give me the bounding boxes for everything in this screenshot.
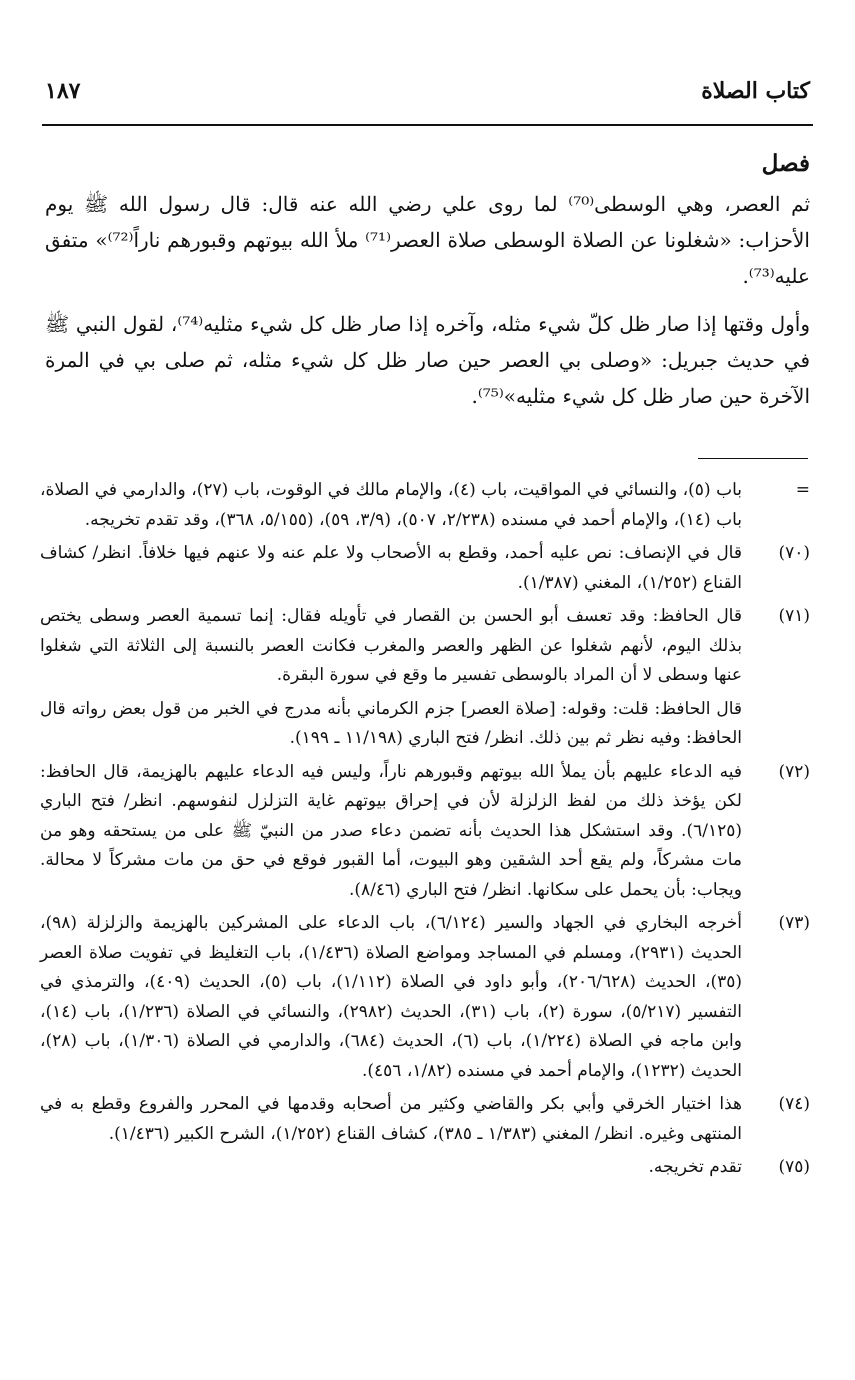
page-number: ١٨٧ [45,78,81,104]
footnote-71 [40,602,810,691]
footnote-text: قال في الإنصاف: نص عليه أحمد، وقطع به الأصحاب ولا علم عنه ولا عنهم فيها خلافاً. انظر/ كشاف القناع (١/٢٥٢)، المغني (١/٣٨٧). [40,543,742,593]
footnote-text: فيه الدعاء عليهم بأن يملأ الله بيوتهم وقبورهم ناراً، وليس فيه الدعاء عليهم بالهزيمة، قال الحافظ: لكن يؤخذ ذلك من لفظ الزلزلة لأن في إحراق بيوتهم غاية التزلزل لنفوسهم. انظر/ فتح الباري (٦/١٢٥). وقد استشكل هذا الحديث بأنه تضمن دعاء صدر من النبيّ ﷺ على من يستحقه وهو من مات مشركاً، ولم يقع أحد الشقين وهو البيوت، أما القبور فوقع في حق من مات مشركاً لا محالة. ويجاب: بأن يحمل على سكانها. انظر/ فتح الباري (٨/٤٦). [40,761,742,900]
header-divider [42,124,813,126]
footnote-text: قال الحافظ: وقد تعسف أبو الحسن بن القصار في تأويله فقال: إنما تسمية العصر وسطى يختص بذلك اليوم، لأنهم شغلوا عن الظهر والعصر والمغرب فكانت العصر بالنسبة إلى الثلاثة التي شغلوا عنها وسطى لا أن المراد بالوسطى تفسير ما وقع في سورة البقرة. [40,606,742,685]
footnote-71-continuation: قال الحافظ: قلت: وقوله: [صلاة العصر] جزم الكرماني بأنه مدرج في الخبر من قول بعض رواته قال الحافظ: وفيه نظر ثم بين ذلك. انظر/ فتح الباري (١١/١٩٨ ـ ١٩٩). [40,698,742,748]
footnote-72 [40,758,810,906]
footnote-text: أخرجه البخاري في الجهاد والسير (٦/١٢٤)، باب الدعاء على المشركين بالهزيمة والزلزلة (٩٨)، الحديث (٢٩٣١)، ومسلم في المساجد ومواضع الصلاة (١/٤٣٦)، باب التغليظ في تفويت صلاة العصر (٣٥)، الحديث (٢٠٦/٦٢٨)، وأبو داود في الصلاة (١/١١٢)، باب (٥)، الحديث (٤٠٩)، والترمذي في التفسير (٥/٢١٧)، سورة (٢)، باب (٣١)، الحديث (٢٩٨٢)، والنسائي في الصلاة (١/٢٣٦)، باب (١٤)، وابن ماجه في الصلاة (١/٢٢٤)، باب (٦)، الحديث (٦٨٤)، والدارمي في الصلاة (١/٣٠٦)، باب (٢٨)، الحديث (١٢٣٢)، والإمام أحمد في مسنده (١/٨٢، ٤٥٦). [40,913,743,1081]
footnote-marker: (٧٣) [778,913,810,933]
footnote-marker: = [795,480,810,500]
running-header-title: كتاب الصلاة [701,78,810,104]
footnote-70 [40,539,810,598]
footnote-73 [40,909,810,1086]
body-paragraph-2: وأول وقتها إذا صار ظل كلّ شيء مثله، وآخره إذا صار ظل كل شيء مثليه⁽⁷⁴⁾، لقول النبي ﷺ في حديث جبريل: «وصلى بي العصر حين صار ظل كل شيء مثله، ثم صلى بي في المرة الآخرة حين صار ظل كل شيء مثليه»⁽⁷⁵⁾. [45,312,810,408]
footnote-marker: (٧٠) [778,543,810,563]
footnote-marker: (٧٥) [778,1157,810,1177]
footnote-75 [40,1153,810,1183]
footnote-marker: (٧١) [778,606,810,626]
footnote-text: هذا اختيار الخرقي وأبي بكر والقاضي وكثير من أصحابه وقدمها في المحرر والفروع وقطع به في المنتهى وغيره. انظر/ المغني (١/٣٨٣ ـ ٣٨٥)، كشاف القناع (١/٢٥٢)، الشرح الكبير (١/٤٣٦). [40,1094,742,1144]
footnote-divider [698,458,808,459]
footnote-continuation [40,476,810,535]
section-heading: فصل [761,150,810,177]
footnote-text: تقدم تخريجه. [648,1157,742,1177]
footnote-text: باب (٥)، والنسائي في المواقيت، باب (٤)، والإمام مالك في الوقوت، باب (٢٧)، والدارمي في الصلاة، باب (١٤)، والإمام أحمد في مسنده (٢/٢٣٨، ٥٠٧)، (٣/٩، ٥٩)، (٥/١٥٥، ٣٦٨)، وقد تقدم تخريجه. [40,480,742,530]
footnote-marker: (٧٤) [778,1094,810,1114]
main-text [45,186,810,414]
body-paragraph-1: ثم العصر، وهي الوسطى⁽⁷⁰⁾ لما روى علي رضي الله عنه قال: قال رسول الله ﷺ يوم الأحزاب: «شغلونا عن الصلاة الوسطى صلاة العصر⁽⁷¹⁾ ملأ الله بيوتهم وقبورهم ناراً⁽⁷²⁾» متفق عليه⁽⁷³⁾. [45,192,811,288]
footnote-74 [40,1090,810,1149]
footnotes [40,476,810,1187]
footnote-marker: (٧٢) [778,761,810,782]
